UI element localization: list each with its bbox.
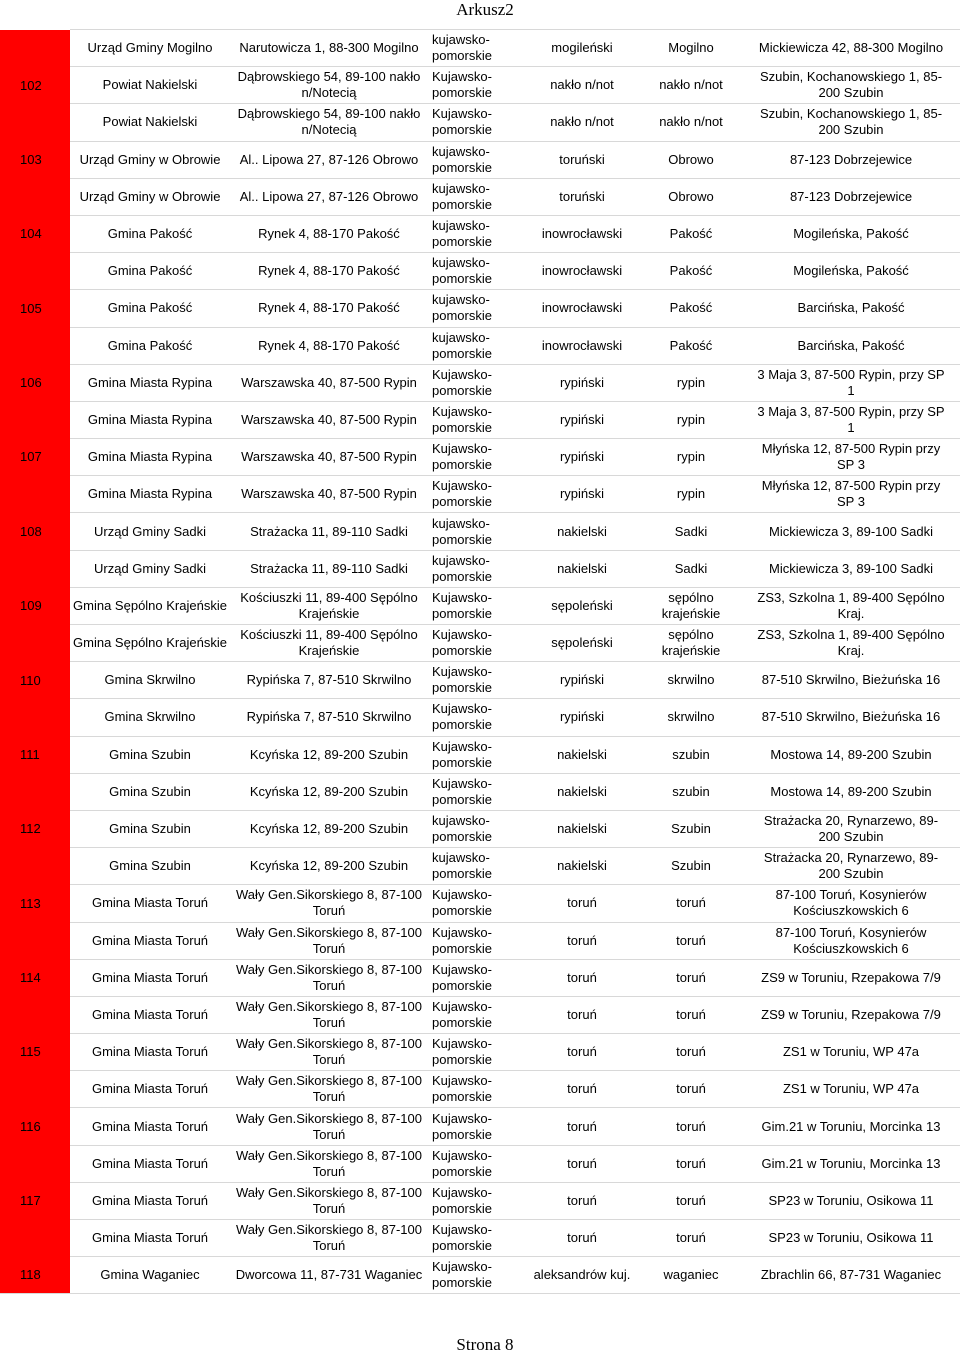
organization-name-cell: Gmina Miasta Toruń <box>70 1145 230 1182</box>
voivodeship-cell: kujawsko- pomorskie <box>428 30 524 67</box>
row-number-cell <box>0 104 70 141</box>
table-row <box>0 848 960 885</box>
sheet-title: Arkusz2 <box>456 0 514 19</box>
organization-address-cell: Wały Gen.Sikorskiego 8, 87-100 Toruń <box>230 1220 428 1257</box>
municipality-cell: toruń <box>640 959 742 996</box>
table-row <box>0 1182 960 1219</box>
voivodeship-cell: Kujawsko- pomorskie <box>428 699 524 736</box>
organization-address-cell: Wały Gen.Sikorskiego 8, 87-100 Toruń <box>230 1034 428 1071</box>
organization-name-cell: Powiat Nakielski <box>70 104 230 141</box>
table-row <box>0 810 960 847</box>
location-address-cell: 87-510 Skrwilno, Bieżuńska 16 <box>742 662 960 699</box>
organization-name-cell: Gmina Miasta Toruń <box>70 1182 230 1219</box>
county-cell: toruń <box>524 922 640 959</box>
county-cell: inowrocławski <box>524 253 640 290</box>
row-number-cell: 102 <box>0 67 70 104</box>
table-row <box>0 141 960 178</box>
municipality-cell: szubin <box>640 773 742 810</box>
location-address-cell: ZS9 w Toruniu, Rzepakowa 7/9 <box>742 959 960 996</box>
county-cell: rypiński <box>524 401 640 438</box>
organization-name-cell: Gmina Szubin <box>70 736 230 773</box>
municipality-cell: rypin <box>640 401 742 438</box>
voivodeship-cell: Kujawsko- pomorskie <box>428 1145 524 1182</box>
organization-address-cell: Rynek 4, 88-170 Pakość <box>230 215 428 252</box>
municipality-cell: sępólno krajeńskie <box>640 587 742 624</box>
organization-address-cell: Kościuszki 11, 89-400 Sępólno Krajeńskie <box>230 625 428 662</box>
county-cell: toruński <box>524 178 640 215</box>
row-number-cell: 106 <box>0 364 70 401</box>
row-number-cell: 116 <box>0 1108 70 1145</box>
row-number-cell <box>0 773 70 810</box>
voivodeship-cell: Kujawsko- pomorskie <box>428 1257 524 1294</box>
table-row <box>0 253 960 290</box>
organization-address-cell: Wały Gen.Sikorskiego 8, 87-100 Toruń <box>230 1108 428 1145</box>
organization-name-cell: Gmina Miasta Toruń <box>70 996 230 1033</box>
voivodeship-cell: Kujawsko- pomorskie <box>428 922 524 959</box>
table-row <box>0 364 960 401</box>
municipality-cell: Szubin <box>640 848 742 885</box>
table-row <box>0 1220 960 1257</box>
organization-address-cell: Warszawska 40, 87-500 Rypin <box>230 476 428 513</box>
row-number-cell: 114 <box>0 959 70 996</box>
county-cell: rypiński <box>524 476 640 513</box>
location-address-cell: Szubin, Kochanowskiego 1, 85- 200 Szubin <box>742 67 960 104</box>
row-number-cell: 109 <box>0 587 70 624</box>
row-number-cell <box>0 996 70 1033</box>
location-address-cell: Mickiewicza 3, 89-100 Sadki <box>742 550 960 587</box>
location-address-cell: Barcińska, Pakość <box>742 290 960 327</box>
table-row <box>0 1257 960 1294</box>
row-number-cell <box>0 550 70 587</box>
organization-name-cell: Gmina Miasta Rypina <box>70 401 230 438</box>
organization-address-cell: Wały Gen.Sikorskiego 8, 87-100 Toruń <box>230 1182 428 1219</box>
row-number-cell <box>0 625 70 662</box>
county-cell: nakielski <box>524 773 640 810</box>
location-address-cell: SP23 w Toruniu, Osikowa 11 <box>742 1182 960 1219</box>
table-row <box>0 625 960 662</box>
table-row <box>0 996 960 1033</box>
table-row <box>0 885 960 922</box>
municipality-cell: Obrowo <box>640 178 742 215</box>
row-number-cell: 112 <box>0 810 70 847</box>
organization-address-cell: Kcyńska 12, 89-200 Szubin <box>230 848 428 885</box>
row-number-cell: 105 <box>0 290 70 327</box>
municipality-cell: toruń <box>640 1108 742 1145</box>
table-row <box>0 662 960 699</box>
organization-name-cell: Urząd Gminy Sadki <box>70 513 230 550</box>
organization-name-cell: Gmina Pakość <box>70 253 230 290</box>
voivodeship-cell: kujawsko- pomorskie <box>428 810 524 847</box>
table-row <box>0 699 960 736</box>
location-address-cell: ZS1 w Toruniu, WP 47a <box>742 1034 960 1071</box>
organization-name-cell: Gmina Miasta Toruń <box>70 959 230 996</box>
table-row <box>0 587 960 624</box>
voivodeship-cell: Kujawsko- pomorskie <box>428 1071 524 1108</box>
county-cell: inowrocławski <box>524 290 640 327</box>
county-cell: toruń <box>524 1108 640 1145</box>
county-cell: rypiński <box>524 699 640 736</box>
location-address-cell: Mickiewicza 3, 89-100 Sadki <box>742 513 960 550</box>
organization-name-cell: Gmina Szubin <box>70 848 230 885</box>
voivodeship-cell: Kujawsko- pomorskie <box>428 625 524 662</box>
municipality-cell: rypin <box>640 439 742 476</box>
municipality-cell: toruń <box>640 1182 742 1219</box>
table-row <box>0 1034 960 1071</box>
municipality-cell: sępólno krajeńskie <box>640 625 742 662</box>
county-cell: aleksandrów kuj. <box>524 1257 640 1294</box>
voivodeship-cell: Kujawsko- pomorskie <box>428 959 524 996</box>
location-address-cell: Strażacka 20, Rynarzewo, 89- 200 Szubin <box>742 848 960 885</box>
location-address-cell: Młyńska 12, 87-500 Rypin przy SP 3 <box>742 439 960 476</box>
table-row <box>0 773 960 810</box>
municipality-cell: nakło n/not <box>640 104 742 141</box>
row-number-cell <box>0 922 70 959</box>
organization-name-cell: Gmina Pakość <box>70 290 230 327</box>
row-number-cell: 118 <box>0 1257 70 1294</box>
organization-name-cell: Gmina Miasta Rypina <box>70 364 230 401</box>
organization-name-cell: Gmina Sępólno Krajeńskie <box>70 587 230 624</box>
row-number-cell: 103 <box>0 141 70 178</box>
county-cell: toruń <box>524 1034 640 1071</box>
county-cell: sępoleński <box>524 625 640 662</box>
organization-name-cell: Gmina Waganiec <box>70 1257 230 1294</box>
county-cell: nakielski <box>524 736 640 773</box>
row-number-cell <box>0 699 70 736</box>
row-number-cell <box>0 253 70 290</box>
table-row <box>0 1071 960 1108</box>
location-address-cell: 3 Maja 3, 87-500 Rypin, przy SP 1 <box>742 364 960 401</box>
table-row <box>0 290 960 327</box>
municipality-cell: rypin <box>640 476 742 513</box>
county-cell: nakielski <box>524 810 640 847</box>
organization-name-cell: Gmina Miasta Rypina <box>70 476 230 513</box>
row-number-cell <box>0 327 70 364</box>
voivodeship-cell: Kujawsko- pomorskie <box>428 364 524 401</box>
county-cell: rypiński <box>524 364 640 401</box>
organization-address-cell: Kcyńska 12, 89-200 Szubin <box>230 810 428 847</box>
location-address-cell: Mogileńska, Pakość <box>742 215 960 252</box>
organization-name-cell: Powiat Nakielski <box>70 67 230 104</box>
organization-address-cell: Dąbrowskiego 54, 89-100 nakło n/Notecią <box>230 104 428 141</box>
county-cell: toruń <box>524 885 640 922</box>
county-cell: inowrocławski <box>524 327 640 364</box>
voivodeship-cell: Kujawsko- pomorskie <box>428 476 524 513</box>
voivodeship-cell: Kujawsko- pomorskie <box>428 885 524 922</box>
organization-name-cell: Gmina Miasta Rypina <box>70 439 230 476</box>
row-number-cell: 107 <box>0 439 70 476</box>
municipality-cell: Pakość <box>640 327 742 364</box>
municipality-cell: toruń <box>640 922 742 959</box>
location-address-cell: Mostowa 14, 89-200 Szubin <box>742 773 960 810</box>
voivodeship-cell: kujawsko- pomorskie <box>428 290 524 327</box>
county-cell: toruński <box>524 141 640 178</box>
row-number-cell <box>0 178 70 215</box>
municipality-cell: szubin <box>640 736 742 773</box>
data-table <box>0 29 960 1294</box>
county-cell: toruń <box>524 1182 640 1219</box>
location-address-cell: Szubin, Kochanowskiego 1, 85- 200 Szubin <box>742 104 960 141</box>
voivodeship-cell: kujawsko- pomorskie <box>428 178 524 215</box>
county-cell: rypiński <box>524 662 640 699</box>
table-row <box>0 476 960 513</box>
organization-address-cell: Al.. Lipowa 27, 87-126 Obrowo <box>230 178 428 215</box>
row-number-cell <box>0 476 70 513</box>
row-number-cell: 110 <box>0 662 70 699</box>
voivodeship-cell: kujawsko- pomorskie <box>428 141 524 178</box>
location-address-cell: Zbrachlin 66, 87-731 Waganiec <box>742 1257 960 1294</box>
voivodeship-cell: Kujawsko- pomorskie <box>428 587 524 624</box>
county-cell: toruń <box>524 1220 640 1257</box>
organization-address-cell: Dąbrowskiego 54, 89-100 nakło n/Notecią <box>230 67 428 104</box>
organization-address-cell: Rynek 4, 88-170 Pakość <box>230 327 428 364</box>
table-row <box>0 178 960 215</box>
location-address-cell: ZS3, Szkolna 1, 89-400 Sępólno Kraj. <box>742 625 960 662</box>
row-number-cell <box>0 848 70 885</box>
table-row <box>0 959 960 996</box>
organization-address-cell: Wały Gen.Sikorskiego 8, 87-100 Toruń <box>230 885 428 922</box>
location-address-cell: Mickiewicza 42, 88-300 Mogilno <box>742 30 960 67</box>
organization-address-cell: Narutowicza 1, 88-300 Mogilno <box>230 30 428 67</box>
location-address-cell: Strażacka 20, Rynarzewo, 89- 200 Szubin <box>742 810 960 847</box>
municipality-cell: rypin <box>640 364 742 401</box>
county-cell: sępoleński <box>524 587 640 624</box>
county-cell: toruń <box>524 1071 640 1108</box>
organization-name-cell: Urząd Gminy w Obrowie <box>70 141 230 178</box>
municipality-cell: Pakość <box>640 215 742 252</box>
row-number-cell: 104 <box>0 215 70 252</box>
organization-name-cell: Gmina Pakość <box>70 215 230 252</box>
organization-address-cell: Kościuszki 11, 89-400 Sępólno Krajeńskie <box>230 587 428 624</box>
organization-address-cell: Wały Gen.Sikorskiego 8, 87-100 Toruń <box>230 996 428 1033</box>
location-address-cell: Mostowa 14, 89-200 Szubin <box>742 736 960 773</box>
row-number-cell <box>0 30 70 67</box>
county-cell: inowrocławski <box>524 215 640 252</box>
municipality-cell: Sadki <box>640 550 742 587</box>
municipality-cell: toruń <box>640 885 742 922</box>
municipality-cell: toruń <box>640 1071 742 1108</box>
county-cell: toruń <box>524 996 640 1033</box>
location-address-cell: Mogileńska, Pakość <box>742 253 960 290</box>
table-body <box>0 30 960 1294</box>
municipality-cell: Obrowo <box>640 141 742 178</box>
table-row <box>0 439 960 476</box>
organization-address-cell: Strażacka 11, 89-110 Sadki <box>230 550 428 587</box>
organization-address-cell: Warszawska 40, 87-500 Rypin <box>230 401 428 438</box>
voivodeship-cell: Kujawsko- pomorskie <box>428 439 524 476</box>
organization-address-cell: Rypińska 7, 87-510 Skrwilno <box>230 699 428 736</box>
location-address-cell: ZS3, Szkolna 1, 89-400 Sępólno Kraj. <box>742 587 960 624</box>
row-number-cell: 117 <box>0 1182 70 1219</box>
organization-name-cell: Gmina Miasta Toruń <box>70 1071 230 1108</box>
table-row <box>0 401 960 438</box>
organization-address-cell: Wały Gen.Sikorskiego 8, 87-100 Toruń <box>230 1145 428 1182</box>
county-cell: nakło n/not <box>524 67 640 104</box>
county-cell: nakielski <box>524 848 640 885</box>
voivodeship-cell: Kujawsko- pomorskie <box>428 104 524 141</box>
table-row <box>0 513 960 550</box>
organization-name-cell: Gmina Szubin <box>70 773 230 810</box>
voivodeship-cell: Kujawsko- pomorskie <box>428 662 524 699</box>
county-cell: rypiński <box>524 439 640 476</box>
municipality-cell: Pakość <box>640 290 742 327</box>
table-row <box>0 736 960 773</box>
row-number-cell: 113 <box>0 885 70 922</box>
municipality-cell: toruń <box>640 1145 742 1182</box>
row-number-cell <box>0 1220 70 1257</box>
voivodeship-cell: Kujawsko- pomorskie <box>428 1182 524 1219</box>
location-address-cell: 87-100 Toruń, Kosynierów Kościuszkowskich 6 <box>742 922 960 959</box>
organization-address-cell: Rynek 4, 88-170 Pakość <box>230 253 428 290</box>
table-row <box>0 1108 960 1145</box>
row-number-cell <box>0 401 70 438</box>
organization-name-cell: Gmina Skrwilno <box>70 662 230 699</box>
municipality-cell: toruń <box>640 1220 742 1257</box>
organization-name-cell: Gmina Pakość <box>70 327 230 364</box>
voivodeship-cell: Kujawsko- pomorskie <box>428 736 524 773</box>
county-cell: toruń <box>524 959 640 996</box>
location-address-cell: ZS1 w Toruniu, WP 47a <box>742 1071 960 1108</box>
county-cell: nakielski <box>524 550 640 587</box>
county-cell: nakielski <box>524 513 640 550</box>
voivodeship-cell: Kujawsko- pomorskie <box>428 773 524 810</box>
page-footer: Strona 8 <box>456 1335 514 1354</box>
voivodeship-cell: kujawsko- pomorskie <box>428 513 524 550</box>
voivodeship-cell: Kujawsko- pomorskie <box>428 67 524 104</box>
row-number-cell: 108 <box>0 513 70 550</box>
organization-address-cell: Kcyńska 12, 89-200 Szubin <box>230 773 428 810</box>
municipality-cell: nakło n/not <box>640 67 742 104</box>
county-cell: nakło n/not <box>524 104 640 141</box>
organization-address-cell: Kcyńska 12, 89-200 Szubin <box>230 736 428 773</box>
table-row <box>0 922 960 959</box>
organization-name-cell: Gmina Skrwilno <box>70 699 230 736</box>
organization-address-cell: Warszawska 40, 87-500 Rypin <box>230 364 428 401</box>
organization-name-cell: Gmina Szubin <box>70 810 230 847</box>
table-row <box>0 30 960 67</box>
organization-address-cell: Rypińska 7, 87-510 Skrwilno <box>230 662 428 699</box>
voivodeship-cell: Kujawsko- pomorskie <box>428 1108 524 1145</box>
organization-address-cell: Dworcowa 11, 87-731 Waganiec <box>230 1257 428 1294</box>
organization-address-cell: Wały Gen.Sikorskiego 8, 87-100 Toruń <box>230 1071 428 1108</box>
location-address-cell: 87-123 Dobrzejewice <box>742 178 960 215</box>
table-row <box>0 550 960 587</box>
organization-address-cell: Warszawska 40, 87-500 Rypin <box>230 439 428 476</box>
voivodeship-cell: Kujawsko- pomorskie <box>428 401 524 438</box>
municipality-cell: toruń <box>640 1034 742 1071</box>
voivodeship-cell: kujawsko- pomorskie <box>428 848 524 885</box>
organization-name-cell: Urząd Gminy Mogilno <box>70 30 230 67</box>
organization-name-cell: Gmina Miasta Toruń <box>70 1220 230 1257</box>
voivodeship-cell: kujawsko- pomorskie <box>428 327 524 364</box>
voivodeship-cell: kujawsko- pomorskie <box>428 253 524 290</box>
voivodeship-cell: Kujawsko- pomorskie <box>428 1220 524 1257</box>
organization-address-cell: Rynek 4, 88-170 Pakość <box>230 290 428 327</box>
municipality-cell: waganiec <box>640 1257 742 1294</box>
municipality-cell: Sadki <box>640 513 742 550</box>
location-address-cell: 87-123 Dobrzejewice <box>742 141 960 178</box>
location-address-cell: Gim.21 w Toruniu, Morcinka 13 <box>742 1145 960 1182</box>
table-row <box>0 67 960 104</box>
county-cell: toruń <box>524 1145 640 1182</box>
row-number-cell <box>0 1071 70 1108</box>
row-number-cell <box>0 1145 70 1182</box>
organization-address-cell: Wały Gen.Sikorskiego 8, 87-100 Toruń <box>230 959 428 996</box>
municipality-cell: Pakość <box>640 253 742 290</box>
municipality-cell: Szubin <box>640 810 742 847</box>
organization-name-cell: Urząd Gminy w Obrowie <box>70 178 230 215</box>
voivodeship-cell: Kujawsko- pomorskie <box>428 996 524 1033</box>
organization-address-cell: Strażacka 11, 89-110 Sadki <box>230 513 428 550</box>
municipality-cell: skrwilno <box>640 662 742 699</box>
location-address-cell: ZS9 w Toruniu, Rzepakowa 7/9 <box>742 996 960 1033</box>
municipality-cell: toruń <box>640 996 742 1033</box>
organization-name-cell: Gmina Sępólno Krajeńskie <box>70 625 230 662</box>
location-address-cell: SP23 w Toruniu, Osikowa 11 <box>742 1220 960 1257</box>
location-address-cell: Gim.21 w Toruniu, Morcinka 13 <box>742 1108 960 1145</box>
voivodeship-cell: kujawsko- pomorskie <box>428 550 524 587</box>
county-cell: mogileński <box>524 30 640 67</box>
organization-address-cell: Wały Gen.Sikorskiego 8, 87-100 Toruń <box>230 922 428 959</box>
organization-name-cell: Gmina Miasta Toruń <box>70 1108 230 1145</box>
location-address-cell: 3 Maja 3, 87-500 Rypin, przy SP 1 <box>742 401 960 438</box>
location-address-cell: Młyńska 12, 87-500 Rypin przy SP 3 <box>742 476 960 513</box>
location-address-cell: 87-100 Toruń, Kosynierów Kościuszkowskich 6 <box>742 885 960 922</box>
voivodeship-cell: Kujawsko- pomorskie <box>428 1034 524 1071</box>
row-number-cell: 115 <box>0 1034 70 1071</box>
organization-name-cell: Gmina Miasta Toruń <box>70 1034 230 1071</box>
voivodeship-cell: kujawsko- pomorskie <box>428 215 524 252</box>
location-address-cell: 87-510 Skrwilno, Bieżuńska 16 <box>742 699 960 736</box>
municipality-cell: Mogilno <box>640 30 742 67</box>
organization-name-cell: Gmina Miasta Toruń <box>70 885 230 922</box>
row-number-cell: 111 <box>0 736 70 773</box>
organization-address-cell: Al.. Lipowa 27, 87-126 Obrowo <box>230 141 428 178</box>
table-row <box>0 327 960 364</box>
organization-name-cell: Urząd Gminy Sadki <box>70 550 230 587</box>
municipality-cell: skrwilno <box>640 699 742 736</box>
table-row <box>0 215 960 252</box>
organization-name-cell: Gmina Miasta Toruń <box>70 922 230 959</box>
table-row <box>0 1145 960 1182</box>
location-address-cell: Barcińska, Pakość <box>742 327 960 364</box>
table-row <box>0 104 960 141</box>
